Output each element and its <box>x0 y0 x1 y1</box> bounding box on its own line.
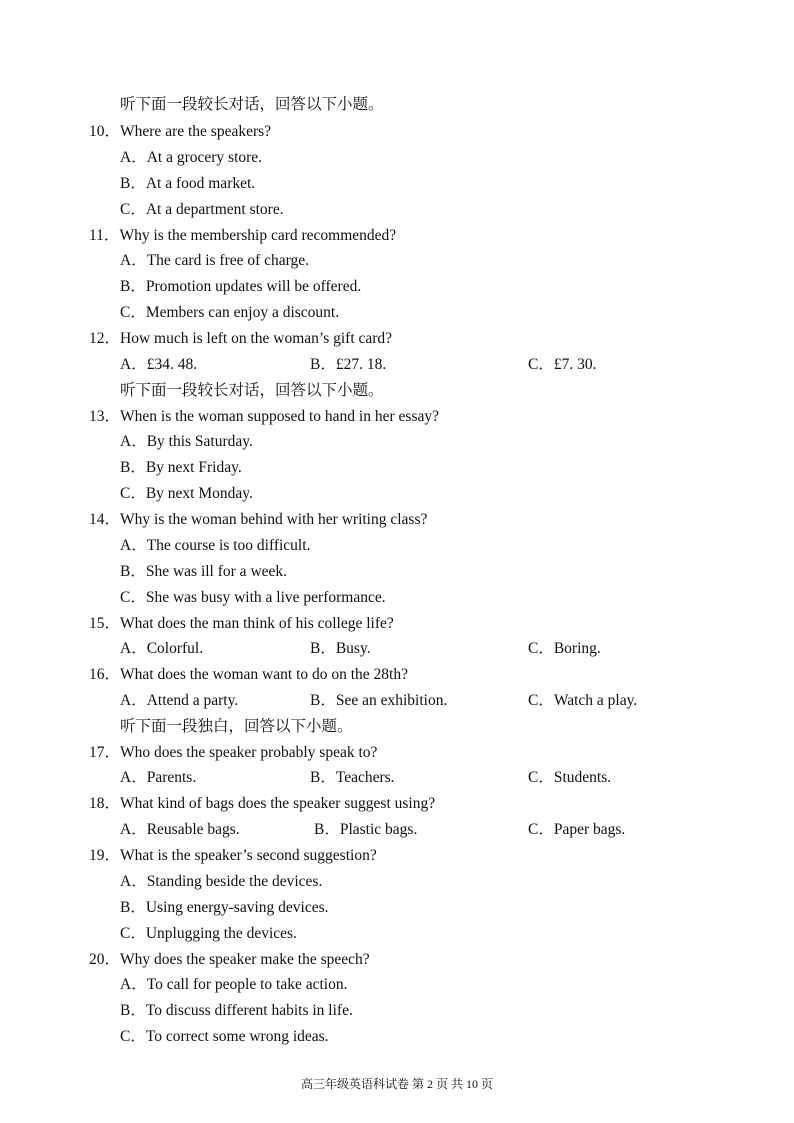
option-13-b: B．By next Friday. <box>120 459 242 476</box>
option-12-c: C．£7. 30. <box>528 356 597 373</box>
question-text: How much is left on the woman’s gift card? <box>120 330 393 347</box>
option-17-c: C．Students. <box>528 769 612 786</box>
option-11-c: C．Members can enjoy a discount. <box>120 304 340 321</box>
question-14 <box>89 510 427 530</box>
option-10-c: C．At a department store. <box>120 201 284 218</box>
question-text: Who does the speaker probably speak to? <box>120 744 378 761</box>
option-20-b: B．To discuss different habits in life. <box>120 1002 353 1019</box>
option-16-b: B．See an exhibition. <box>310 692 448 709</box>
page-footer: 高三年级英语科试卷 第 2 页 共 10 页 <box>300 1077 493 1091</box>
option-13-c: C．By next Monday. <box>120 485 253 502</box>
question-number: 19． <box>89 847 121 864</box>
question-text: What does the woman want to do on the 28th? <box>120 666 408 683</box>
option-11-a: A．The card is free of charge. <box>120 252 310 269</box>
question-number: 15． <box>89 615 121 632</box>
option-12-b: B．£27. 18. <box>310 356 387 373</box>
question-text: What does the man think of his college life? <box>120 615 394 632</box>
option-15-a: A．Colorful. <box>120 640 204 657</box>
question-15 <box>89 614 394 634</box>
question-13 <box>89 407 439 427</box>
option-20-c: C．To correct some wrong ideas. <box>120 1028 329 1045</box>
section-intro: 听下面一段较长对话，回答以下小题。 <box>120 382 384 399</box>
section-intro: 听下面一段独白，回答以下小题。 <box>120 718 353 735</box>
question-10 <box>89 122 271 142</box>
option-19-b: B．Using energy-saving devices. <box>120 899 329 916</box>
option-19-c: C．Unplugging the devices. <box>120 925 297 942</box>
option-13-a: A．By this Saturday. <box>120 433 253 450</box>
option-10-a: A．At a grocery store. <box>120 149 263 166</box>
option-10-b: B．At a food market. <box>120 175 256 192</box>
option-11-b: B．Promotion updates will be offered. <box>120 278 362 295</box>
option-18-b: B．Plastic bags. <box>314 821 418 838</box>
option-16-c: C．Watch a play. <box>528 692 638 709</box>
question-text: Where are the speakers? <box>120 123 272 140</box>
question-16 <box>89 665 408 685</box>
question-text: What kind of bags does the speaker suggest using? <box>120 795 436 812</box>
question-text: What is the speaker’s second suggestion? <box>120 847 377 864</box>
option-18-c: C．Paper bags. <box>528 821 626 838</box>
option-14-b: B．She was ill for a week. <box>120 563 288 580</box>
question-number: 13． <box>89 408 121 425</box>
option-17-b: B．Teachers. <box>310 769 395 786</box>
question-text: Why is the woman behind with her writing class? <box>120 511 428 528</box>
option-14-a: A．The course is too difficult. <box>120 537 311 554</box>
option-16-a: A．Attend a party. <box>120 692 239 709</box>
question-20 <box>89 950 370 970</box>
question-text: When is the woman supposed to hand in her essay? <box>120 408 439 425</box>
option-20-a: A．To call for people to take action. <box>120 976 348 993</box>
section-intro: 听下面一段较长对话，回答以下小题。 <box>120 96 384 113</box>
question-17 <box>89 743 377 763</box>
question-19 <box>89 846 377 866</box>
option-19-a: A．Standing beside the devices. <box>120 873 323 890</box>
question-text: Why is the membership card recommended? <box>119 227 397 244</box>
question-number: 10． <box>89 123 121 140</box>
question-number: 18． <box>89 795 121 812</box>
question-number: 11． <box>89 227 120 244</box>
question-12 <box>89 329 392 349</box>
question-number: 20． <box>89 951 121 968</box>
option-15-b: B．Busy. <box>310 640 371 657</box>
option-18-a: A．Reusable bags. <box>120 821 240 838</box>
option-15-c: C．Boring. <box>528 640 601 657</box>
question-number: 17． <box>89 744 121 761</box>
question-number: 16． <box>89 666 121 683</box>
option-12-a: A．£34. 48. <box>120 356 198 373</box>
question-number: 14． <box>89 511 121 528</box>
question-number: 12． <box>89 330 121 347</box>
option-17-a: A．Parents. <box>120 769 197 786</box>
question-18 <box>89 794 435 814</box>
question-text: Why does the speaker make the speech? <box>120 951 370 968</box>
option-14-c: C．She was busy with a live performance. <box>120 589 386 606</box>
question-11 <box>89 226 396 246</box>
